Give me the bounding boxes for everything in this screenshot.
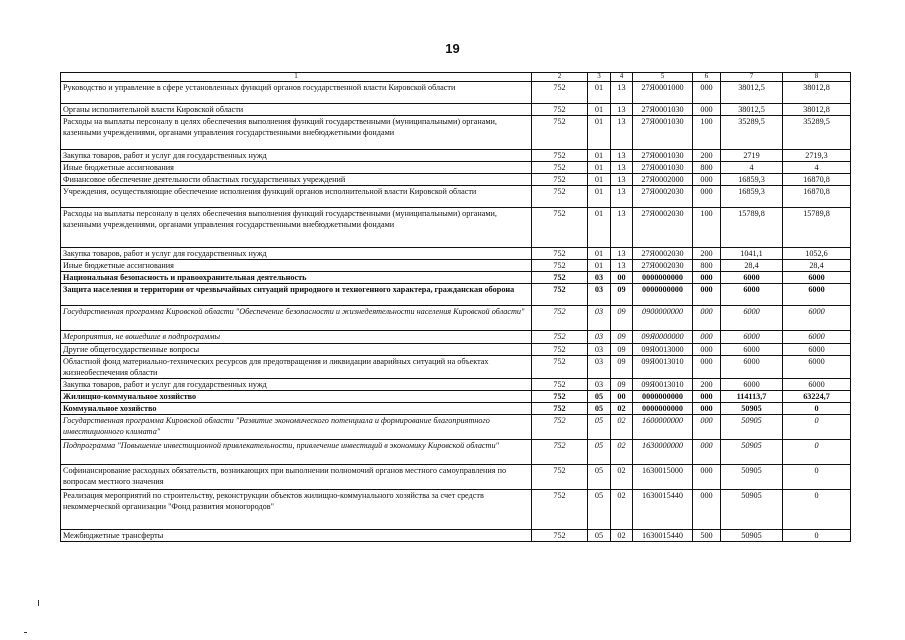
row-expense-type: 000: [693, 284, 721, 306]
row-expense-type: 000: [693, 414, 721, 439]
row-subsection-code: 09: [611, 306, 633, 331]
row-sum-year1: 16859,3: [721, 174, 783, 186]
row-target-article: 0000000000: [633, 402, 693, 414]
table-row: [61, 489, 851, 529]
row-target-article: 1600000000: [633, 414, 693, 439]
row-expense-type: 000: [693, 355, 721, 378]
row-subsection-code: 13: [611, 104, 633, 116]
row-ved-code: 752: [532, 355, 588, 378]
row-ved-code: 752: [532, 150, 588, 162]
row-subsection-code: 09: [611, 378, 633, 390]
table-row: [61, 284, 851, 306]
row-section-code: 01: [588, 104, 611, 116]
table-row: [61, 104, 851, 116]
row-name: Расходы на выплаты персоналу в целях обеспечения выполнения функций государственными (муниципальными) органами, казенными учреждениями, органами управления государственными внебюджетными фондами: [61, 116, 532, 150]
row-sum-year2: 28,4: [783, 260, 851, 272]
row-section-code: 01: [588, 150, 611, 162]
row-sum-year1: 1041,1: [721, 248, 783, 260]
table-row: [61, 355, 851, 378]
row-target-article: 27Я0001000: [633, 82, 693, 104]
row-sum-year1: 50905: [721, 464, 783, 489]
column-header: 3: [588, 73, 611, 82]
row-subsection-code: 02: [611, 464, 633, 489]
row-subsection-code: 13: [611, 174, 633, 186]
row-sum-year2: 35289,5: [783, 116, 851, 150]
row-subsection-code: 02: [611, 489, 633, 529]
table-row: [61, 306, 851, 331]
table-row: [61, 272, 851, 284]
row-name: Защита населения и территории от чрезвычайных ситуаций природного и техногенного характера, гражданская оборона: [61, 284, 532, 306]
row-subsection-code: 13: [611, 248, 633, 260]
row-expense-type: 000: [693, 390, 721, 402]
row-section-code: 01: [588, 116, 611, 150]
row-sum-year1: 50905: [721, 414, 783, 439]
row-name: Расходы на выплаты персоналу в целях обеспечения выполнения функций государственными (муниципальными) органами, казенными учреждениями, органами управления государственными внебюджетными фондами: [61, 208, 532, 248]
row-sum-year2: 6000: [783, 331, 851, 343]
table-row: [61, 464, 851, 489]
table-row: [61, 343, 851, 355]
row-section-code: 01: [588, 162, 611, 174]
row-name: Иные бюджетные ассигнования: [61, 162, 532, 174]
row-ved-code: 752: [532, 331, 588, 343]
row-target-article: 09Я0000000: [633, 331, 693, 343]
row-name: Другие общегосударственные вопросы: [61, 343, 532, 355]
row-sum-year2: 2719,3: [783, 150, 851, 162]
row-expense-type: 200: [693, 150, 721, 162]
row-name: Органы исполнительной власти Кировской области: [61, 104, 532, 116]
row-target-article: 27Я0001030: [633, 104, 693, 116]
row-section-code: 03: [588, 331, 611, 343]
column-header: 6: [693, 73, 721, 82]
row-ved-code: 752: [532, 208, 588, 248]
row-name: Подпрограмма "Повышение инвестиционной привлекательности, привлечение инвестиций в экономику Кировской области": [61, 439, 532, 464]
row-ved-code: 752: [532, 162, 588, 174]
table-row: [61, 378, 851, 390]
row-expense-type: 100: [693, 116, 721, 150]
row-sum-year2: 6000: [783, 378, 851, 390]
table-row: [61, 260, 851, 272]
row-ved-code: 752: [532, 174, 588, 186]
table-row: [61, 116, 851, 150]
row-ved-code: 752: [532, 529, 588, 541]
row-expense-type: 200: [693, 378, 721, 390]
row-expense-type: 000: [693, 402, 721, 414]
page-number: 19: [445, 41, 460, 56]
row-target-article: 27Я0002030: [633, 248, 693, 260]
table-header-row: [61, 73, 851, 82]
row-subsection-code: 13: [611, 162, 633, 174]
row-name: Закупка товаров, работ и услуг для государственных нужд: [61, 378, 532, 390]
row-section-code: 01: [588, 82, 611, 104]
row-ved-code: 752: [532, 104, 588, 116]
row-subsection-code: 02: [611, 439, 633, 464]
row-sum-year1: 6000: [721, 306, 783, 331]
row-subsection-code: 09: [611, 355, 633, 378]
row-ved-code: 752: [532, 390, 588, 402]
row-section-code: 05: [588, 529, 611, 541]
row-section-code: 01: [588, 174, 611, 186]
row-target-article: 27Я0002030: [633, 208, 693, 248]
row-ved-code: 752: [532, 414, 588, 439]
row-name: Реализация мероприятий по строительству, реконструкции объектов жилищно-коммунального хозяйства за счет средств некоммерческой организации "Фонд развития моногородов": [61, 489, 532, 529]
row-subsection-code: 13: [611, 82, 633, 104]
row-sum-year2: 0: [783, 489, 851, 529]
column-header: 5: [633, 73, 693, 82]
row-ved-code: 752: [532, 186, 588, 208]
row-sum-year1: 114113,7: [721, 390, 783, 402]
row-name: Межбюджетные трансферты: [61, 529, 532, 541]
row-name: Государственная программа Кировской области "Развитие экономического потенциала и формирование благоприятного инвестиционного климата": [61, 414, 532, 439]
row-expense-type: 000: [693, 464, 721, 489]
row-name: Жилищно-коммунальное хозяйство: [61, 390, 532, 402]
row-sum-year1: 4: [721, 162, 783, 174]
table-row: [61, 208, 851, 248]
budget-table: [60, 72, 851, 542]
table-row: [61, 402, 851, 414]
row-expense-type: 000: [693, 306, 721, 331]
row-ved-code: 752: [532, 378, 588, 390]
row-target-article: 27Я0002000: [633, 174, 693, 186]
row-subsection-code: 00: [611, 390, 633, 402]
column-header: 1: [61, 73, 532, 82]
table-row: [61, 162, 851, 174]
row-expense-type: 000: [693, 82, 721, 104]
row-section-code: 05: [588, 439, 611, 464]
row-name: Коммунальное хозяйство: [61, 402, 532, 414]
row-expense-type: 100: [693, 208, 721, 248]
row-name: Областной фонд материально-технических ресурсов для предотвращения и ликвидации аварийных ситуаций на объектах жизнеобеспечения области: [61, 355, 532, 378]
row-sum-year2: 38012,8: [783, 104, 851, 116]
row-target-article: 1630015440: [633, 529, 693, 541]
row-name: Руководство и управление в сфере установленных функций органов государственной власти Кировской области: [61, 82, 532, 104]
row-expense-type: 000: [693, 343, 721, 355]
row-ved-code: 752: [532, 272, 588, 284]
row-section-code: 03: [588, 306, 611, 331]
row-sum-year1: 50905: [721, 489, 783, 529]
row-sum-year1: 6000: [721, 272, 783, 284]
row-target-article: 0900000000: [633, 306, 693, 331]
row-subsection-code: 02: [611, 402, 633, 414]
row-ved-code: 752: [532, 343, 588, 355]
row-sum-year2: 0: [783, 402, 851, 414]
row-expense-type: 500: [693, 529, 721, 541]
table-row: [61, 174, 851, 186]
row-ved-code: 752: [532, 260, 588, 272]
row-section-code: 05: [588, 464, 611, 489]
row-subsection-code: 13: [611, 260, 633, 272]
row-section-code: 05: [588, 390, 611, 402]
row-expense-type: 000: [693, 174, 721, 186]
row-name: Учреждения, осуществляющие обеспечение исполнения функций органов исполнительной власти Кировской области: [61, 186, 532, 208]
row-section-code: 03: [588, 378, 611, 390]
row-section-code: 03: [588, 284, 611, 306]
row-subsection-code: 13: [611, 150, 633, 162]
table-row: [61, 390, 851, 402]
row-section-code: 01: [588, 260, 611, 272]
row-target-article: 27Я0001030: [633, 162, 693, 174]
row-ved-code: 752: [532, 284, 588, 306]
row-section-code: 03: [588, 343, 611, 355]
column-header: 2: [532, 73, 588, 82]
row-sum-year1: 6000: [721, 331, 783, 343]
row-expense-type: 000: [693, 104, 721, 116]
row-name: Закупка товаров, работ и услуг для государственных нужд: [61, 150, 532, 162]
row-sum-year1: 6000: [721, 355, 783, 378]
row-subsection-code: 09: [611, 331, 633, 343]
row-expense-type: 000: [693, 272, 721, 284]
margin-mark: [38, 600, 39, 606]
row-sum-year2: 1052,6: [783, 248, 851, 260]
row-subsection-code: 13: [611, 208, 633, 248]
row-ved-code: 752: [532, 116, 588, 150]
row-ved-code: 752: [532, 464, 588, 489]
row-ved-code: 752: [532, 402, 588, 414]
row-name: Национальная безопасность и правоохранительная деятельность: [61, 272, 532, 284]
table-row: [61, 414, 851, 439]
margin-mark: [24, 632, 27, 633]
row-sum-year1: 38012,5: [721, 82, 783, 104]
row-sum-year2: 0: [783, 439, 851, 464]
row-sum-year2: 6000: [783, 355, 851, 378]
row-sum-year1: 2719: [721, 150, 783, 162]
row-expense-type: 000: [693, 186, 721, 208]
row-expense-type: 000: [693, 439, 721, 464]
table-row: [61, 150, 851, 162]
row-section-code: 01: [588, 208, 611, 248]
row-expense-type: 200: [693, 248, 721, 260]
row-sum-year2: 4: [783, 162, 851, 174]
row-sum-year1: 50905: [721, 439, 783, 464]
row-sum-year1: 6000: [721, 343, 783, 355]
row-ved-code: 752: [532, 82, 588, 104]
row-sum-year2: 63224,7: [783, 390, 851, 402]
row-expense-type: 800: [693, 162, 721, 174]
row-name: Государственная программа Кировской области "Обеспечение безопасности и жизнедеятельности населения Кировской области": [61, 306, 532, 331]
row-target-article: 0000000000: [633, 390, 693, 402]
row-target-article: 27Я0001030: [633, 116, 693, 150]
row-sum-year2: 6000: [783, 306, 851, 331]
table-body: [61, 82, 851, 542]
row-subsection-code: 09: [611, 343, 633, 355]
row-section-code: 05: [588, 414, 611, 439]
row-sum-year1: 6000: [721, 284, 783, 306]
row-ved-code: 752: [532, 248, 588, 260]
row-sum-year2: 16870,8: [783, 174, 851, 186]
row-expense-type: 000: [693, 331, 721, 343]
row-sum-year1: 6000: [721, 378, 783, 390]
row-section-code: 03: [588, 355, 611, 378]
row-sum-year2: 38012,8: [783, 82, 851, 104]
column-header: 8: [783, 73, 851, 82]
table-row: [61, 248, 851, 260]
row-expense-type: 000: [693, 489, 721, 529]
row-subsection-code: 09: [611, 284, 633, 306]
row-name: Мероприятия, не вошедшие в подпрограммы: [61, 331, 532, 343]
row-sum-year2: 0: [783, 414, 851, 439]
row-target-article: 09Я0013010: [633, 355, 693, 378]
row-sum-year2: 16870,8: [783, 186, 851, 208]
row-subsection-code: 13: [611, 116, 633, 150]
row-section-code: 05: [588, 489, 611, 529]
row-sum-year2: 6000: [783, 272, 851, 284]
row-expense-type: 800: [693, 260, 721, 272]
row-target-article: 09Я0013000: [633, 343, 693, 355]
row-ved-code: 752: [532, 439, 588, 464]
row-section-code: 05: [588, 402, 611, 414]
row-name: Иные бюджетные ассигнования: [61, 260, 532, 272]
row-target-article: 27Я0001030: [633, 150, 693, 162]
row-subsection-code: 00: [611, 272, 633, 284]
row-target-article: 09Я0013010: [633, 378, 693, 390]
row-sum-year1: 16859,3: [721, 186, 783, 208]
row-sum-year1: 35289,5: [721, 116, 783, 150]
row-sum-year2: 0: [783, 529, 851, 541]
row-target-article: 0000000000: [633, 272, 693, 284]
row-sum-year1: 15789,8: [721, 208, 783, 248]
table-row: [61, 331, 851, 343]
row-target-article: 0000000000: [633, 284, 693, 306]
row-section-code: 03: [588, 272, 611, 284]
table-row: [61, 529, 851, 541]
row-subsection-code: 02: [611, 529, 633, 541]
row-target-article: 27Я0002030: [633, 260, 693, 272]
column-header: 7: [721, 73, 783, 82]
row-sum-year1: 38012,5: [721, 104, 783, 116]
table-row: [61, 82, 851, 104]
row-sum-year1: 28,4: [721, 260, 783, 272]
row-sum-year2: 15789,8: [783, 208, 851, 248]
row-section-code: 01: [588, 248, 611, 260]
row-target-article: 1630015440: [633, 489, 693, 529]
row-name: Софинансирование расходных обязательств, возникающих при выполнении полномочий органов местного самоуправления по вопросам местного значения: [61, 464, 532, 489]
row-ved-code: 752: [532, 489, 588, 529]
row-sum-year2: 6000: [783, 343, 851, 355]
table-row: [61, 439, 851, 464]
row-subsection-code: 13: [611, 186, 633, 208]
row-name: Финансовое обеспечение деятельности областных государственных учреждений: [61, 174, 532, 186]
row-target-article: 1630000000: [633, 439, 693, 464]
row-target-article: 27Я0002030: [633, 186, 693, 208]
row-sum-year2: 6000: [783, 284, 851, 306]
row-target-article: 1630015000: [633, 464, 693, 489]
row-sum-year1: 50905: [721, 529, 783, 541]
row-sum-year2: 0: [783, 464, 851, 489]
row-name: Закупка товаров, работ и услуг для государственных нужд: [61, 248, 532, 260]
column-header: 4: [611, 73, 633, 82]
row-section-code: 01: [588, 186, 611, 208]
row-subsection-code: 02: [611, 414, 633, 439]
row-ved-code: 752: [532, 306, 588, 331]
row-sum-year1: 50905: [721, 402, 783, 414]
table-row: [61, 186, 851, 208]
